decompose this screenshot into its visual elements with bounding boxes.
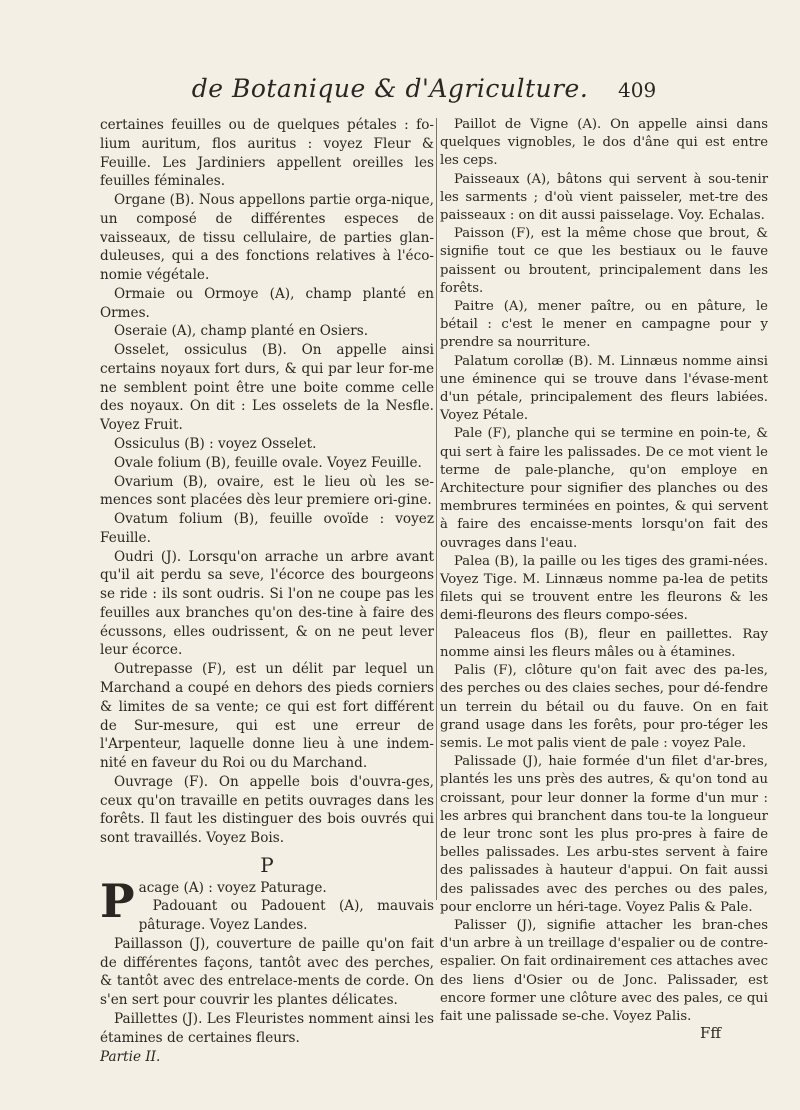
drop-cap: P [100, 873, 135, 928]
entry-paragraph: Ovale folium (B), feuille ovale. Voyez Feuille. [114, 454, 422, 471]
entry-paragraph: Palea (B), la paille ou les tiges des grami-nées. Voyez Tige. M. Linnæus nomme pa-lea de petits filets qui se trouvent entre les fleurons & les demi-fleurons des fleurs compo-sées. [440, 553, 768, 624]
entry-paragraph: Palatum corollæ (B). M. Linnæus nomme ainsi une éminence qui se trouve dans l'évase-ment d'un pétale, principalement des fleurs labiées. Voyez Pétale. [440, 353, 768, 424]
signature-mark: Fff [700, 1024, 722, 1042]
entry-paragraph: Ovarium (B), ovaire, est le lieu où les se-mences sont placées dès leur premiere ori-gine. [100, 473, 434, 509]
footer-left: Partie II. [100, 1048, 161, 1065]
entry-paragraph: Paleaceus flos (B), fleur en paillettes. Ray nomme ainsi les fleurs mâles ou à étamines. [440, 626, 768, 660]
entry-paragraph: Osselet, ossiculus (B). On appelle ainsi certains noyaux fort durs, & qui par leur for-me ne semblent point être une boite comme celle des noyaux. On dit : Les osselets de la Nesfle. Voyez Fruit. [100, 342, 434, 434]
entry-paragraph: Palisser (J), signifie attacher les bran-ches d'un arbre à un treillage d'espalier ou de contre-espalier. On fait ordinairement ces attaches avec des liens d'Osier ou de Jonc. Palissader, est encore former une clôture avec des pales, ce qui fait une palissade se-che. Voyez Palis. [440, 917, 768, 1024]
entry-paragraph: Outrepasse (F), est un délit par lequel un Marchand a coupé en dehors des pieds corniers & limites de sa vente; ce qui est fort différent de Sur-mesure, qui est une erreur de l'Arpenteur, laquelle donne lieu à une indem-nité en faveur du Roi ou du Marchand. [100, 661, 434, 772]
entry-paragraph: Palis (F), clôture qu'on fait avec des pa-les, des perches ou des claies seches, pour dé-fendre un terrein du bétail ou du fauve. On en fait grand usage dans les forêts, pour pro-téger les semis. Le mot palis vient de pale : voyez Pale. [440, 663, 768, 751]
entry-paragraph: Paillettes (J). Les Fleuristes nomment ainsi les étamines de certaines fleurs. [100, 1010, 434, 1046]
entry-paragraph: Pale (F), planche qui se termine en poin-te, & qui sert à faire les palissades. De ce mot vient le terme de pale-planche, qu'on employe en Architecture pour signifier des planches ou des membrures terminées en pointes, & qui servent à faire des encaisse-ments lorsqu'on fait des ouvrages dans l'eau. [440, 426, 768, 551]
entry-paragraph: Ormaie ou Ormoye (A), champ planté en Ormes. [100, 285, 434, 321]
entry-paragraph: Paillot de Vigne (A). On appelle ainsi dans quelques vignobles, le dos d'âne qui est entre les ceps. [440, 117, 768, 169]
page-header [0, 74, 800, 114]
entry-paragraph: Ovatum folium (B), feuille ovoïde : voyez Feuille. [100, 511, 434, 546]
entry-paragraph: certaines feuilles ou de quelques pétales : fo-lium auritum, flos auritus : voyez Fleur & Feuille. Les Jardiniers appellent oreilles les feuilles féminales. [100, 117, 434, 190]
entry-paragraph: Palissade (J), haie formée d'un filet d'ar-bres, plantés les uns près des autres, & qu'on tond au croissant, pour leur donner la forme d'un mur : les arbres qui branchent dans tou-te la longueur de leur tronc sont les plus pro-pres à faire de belles palissades. Les arbu-stes servent à faire des palissades à hauteur d'appui. On fait aussi des palissades avec des perches ou des pales, pour enclorre un héri-tage. Voyez Palis & Pale. [440, 754, 768, 915]
entry-paragraph: Organe (B). Nous appellons partie orga-nique, un composé de différentes especes de vaisseaux, de tissu cellulaire, de parties glan-duleuses, qui a des fonctions relatives à l'éco-nomie végétale. [100, 192, 434, 284]
entry-paragraph: Paillasson (J), couverture de paille qu'on fait de différentes façons, tantôt avec des perches, & tantôt avec des entrelace-ments de corde. On s'en sert pour couvrir les plantes délicates. [100, 935, 434, 1009]
right-column [440, 116, 768, 1026]
running-title: de Botanique & d'Agriculture. [191, 74, 589, 103]
entry-paragraph: Paitre (A), mener paître, ou en pâture, le bétail : c'est le mener en campagne pour y prendre sa nourriture. [440, 299, 768, 351]
column-divider [436, 118, 437, 900]
entry-paragraph: Paisson (F), est la même chose que brout, & signifie tout ce que les bestiaux ou le fauve paissent ou broutent, principalement dans les forêts. [440, 226, 768, 296]
entry-paragraph: Padouant ou Padouent (A), mauvais pâturage. Voyez Landes. [138, 898, 434, 934]
entry-paragraph: Oseraie (A), champ planté en Osiers. [114, 323, 369, 340]
left-column [100, 116, 434, 1066]
entry-paragraph: Ossiculus (B) : voyez Osselet. [114, 436, 317, 453]
entry-paragraph: Paisseaux (A), bâtons qui servent à sou-tenir les sarments ; d'où vient paisseler, met-tre des paisseaux : on dit aussi paisselage. Voy. Echalas. [440, 171, 768, 224]
entry-text: acage (A) : voyez Paturage. [138, 879, 327, 896]
section-letter: P [260, 852, 274, 877]
entry-paragraph: Oudri (J). Lorsqu'on arrache un arbre avant qu'il ait perdu sa seve, l'écorce des bourgeons se ride : ils sont oudris. Si l'on ne coupe pas les feuilles aux branches qu'on des-tine à faire des écussons, elles oudrissent, & on ne peut lever leur écorce. [100, 548, 434, 659]
page-number: 409 [618, 78, 657, 102]
entry-paragraph: Ouvrage (F). On appelle bois d'ouvra-ges, ceux qu'on travaille en petits ouvrages dans les forêts. Il faut les distinguer des bois ouvrés qui sont travaillés. Voyez Bois. [100, 773, 434, 847]
